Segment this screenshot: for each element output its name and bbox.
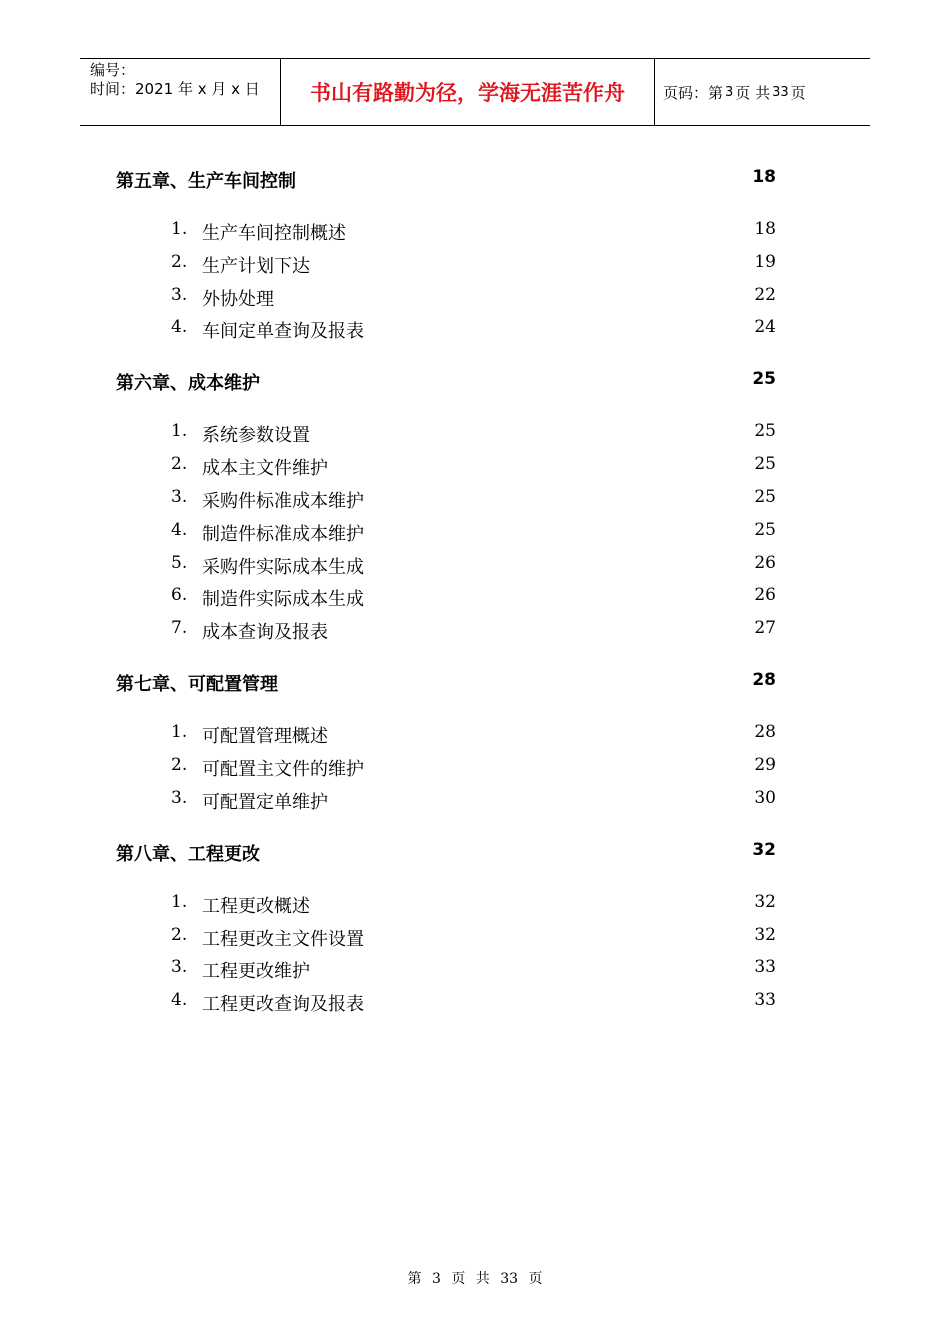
toc-item-number: 4.: [171, 317, 188, 337]
toc-page-number: 33: [754, 957, 776, 977]
toc-item-number: 4.: [171, 520, 188, 540]
toc-item-number: 3.: [171, 788, 188, 808]
toc-item-number: 2.: [171, 252, 188, 272]
toc-item-row[interactable]: [0, 317, 950, 341]
toc-item-number: 1.: [171, 892, 188, 912]
toc-item-title: 制造件实际成本生成: [202, 589, 364, 610]
toc-item-title: 外协处理: [202, 289, 274, 310]
toc-item-number: 3.: [171, 957, 188, 977]
footer-current: 3: [431, 1271, 441, 1287]
header-page-suffix: 页: [790, 83, 806, 102]
toc-page-number: 18: [752, 167, 776, 187]
page-footer: [0, 1268, 950, 1288]
toc-page-number: 25: [752, 369, 776, 389]
toc-chapter-row[interactable]: [0, 167, 950, 191]
toc-page-number: 19: [754, 252, 776, 272]
toc-item-row[interactable]: [0, 454, 950, 478]
toc-item-title: 系统参数设置: [202, 425, 310, 446]
toc-item-number: 2.: [171, 755, 188, 775]
toc-item-row[interactable]: [0, 520, 950, 544]
toc-item-title: 车间定单查询及报表: [202, 321, 364, 342]
toc-page-number: 18: [754, 219, 776, 239]
toc-item-row[interactable]: [0, 990, 950, 1014]
toc-item-row[interactable]: [0, 755, 950, 779]
toc-item-row[interactable]: [0, 219, 950, 243]
toc-item-number: 1.: [171, 722, 188, 742]
header-number-label: 编号：: [90, 61, 136, 79]
toc-item-title: 成本主文件维护: [202, 458, 328, 479]
footer-prefix: 第: [407, 1271, 422, 1287]
toc-item-title: 工程更改查询及报表: [202, 994, 364, 1015]
toc-item-title: 可配置管理概述: [202, 726, 328, 747]
toc-item-title: 生产计划下达: [202, 256, 310, 277]
toc-item-number: 1.: [171, 421, 188, 441]
header-page-mid: 页 共: [735, 83, 771, 102]
header-page-current: 3: [725, 84, 734, 100]
toc-item-row[interactable]: [0, 553, 950, 577]
toc-page-number: 25: [754, 487, 776, 507]
toc-page-number: 29: [754, 755, 776, 775]
toc-item-title: 采购件标准成本维护: [202, 491, 364, 512]
toc-page-number: 28: [752, 670, 776, 690]
toc-item-title: 可配置主文件的维护: [202, 759, 364, 780]
toc-item-title: 成本查询及报表: [202, 622, 328, 643]
toc-page-number: 26: [754, 585, 776, 605]
toc-chapter-row[interactable]: [0, 369, 950, 393]
toc-item-number: 2.: [171, 925, 188, 945]
toc-page-number: 25: [754, 454, 776, 474]
toc-item-title: 工程更改概述: [202, 896, 310, 917]
header-page-info: [655, 59, 870, 125]
toc-page-number: 25: [754, 421, 776, 441]
toc-page-number: 32: [754, 892, 776, 912]
toc-item-title: 工程更改主文件设置: [202, 929, 364, 950]
toc-item-title: 可配置定单维护: [202, 792, 328, 813]
toc-item-number: 3.: [171, 285, 188, 305]
toc-item-row[interactable]: [0, 618, 950, 642]
footer-total: 33: [500, 1271, 519, 1287]
toc-page-number: 26: [754, 553, 776, 573]
header-motto: 书山有路勤为径，学海无涯苦作舟: [281, 59, 655, 125]
toc-chapter-title: 第六章、成本维护: [116, 373, 260, 394]
header-page-prefix: 页码：第: [663, 83, 724, 102]
toc-page-number: 32: [754, 925, 776, 945]
toc-item-title: 工程更改维护: [202, 961, 310, 982]
toc-item-number: 6.: [171, 585, 188, 605]
footer-mid: 页: [451, 1271, 466, 1287]
toc-item-row[interactable]: [0, 252, 950, 276]
page-header: [80, 58, 870, 126]
toc-item-row[interactable]: [0, 285, 950, 309]
toc-chapter-title: 第五章、生产车间控制: [116, 171, 296, 192]
toc-chapter-title: 第七章、可配置管理: [116, 674, 278, 695]
toc-page-number: 24: [754, 317, 776, 337]
toc-item-number: 2.: [171, 454, 188, 474]
toc-item-row[interactable]: [0, 788, 950, 812]
toc-item-row[interactable]: [0, 585, 950, 609]
header-time-label: 时间：2021 年 x 月 x 日: [90, 80, 260, 98]
toc-item-row[interactable]: [0, 421, 950, 445]
footer-total-prefix: 共: [475, 1271, 490, 1287]
toc-page-number: 25: [754, 520, 776, 540]
toc-item-row[interactable]: [0, 722, 950, 746]
toc-chapter-row[interactable]: [0, 840, 950, 864]
toc-page-number: 32: [752, 840, 776, 860]
toc-item-row[interactable]: [0, 957, 950, 981]
toc-item-number: 5.: [171, 553, 188, 573]
toc-item-row[interactable]: [0, 892, 950, 916]
toc-item-number: 3.: [171, 487, 188, 507]
header-page-total: 33: [772, 84, 789, 100]
header-meta: [80, 59, 281, 125]
toc-page-number: 30: [754, 788, 776, 808]
toc-item-title: 生产车间控制概述: [202, 223, 346, 244]
toc-item-number: 4.: [171, 990, 188, 1010]
toc-chapter-title: 第八章、工程更改: [116, 844, 260, 865]
toc-item-number: 1.: [171, 219, 188, 239]
toc-page-number: 22: [754, 285, 776, 305]
footer-suffix: 页: [528, 1271, 543, 1287]
toc-chapter-row[interactable]: [0, 670, 950, 694]
toc-page-number: 28: [754, 722, 776, 742]
toc-item-title: 制造件标准成本维护: [202, 524, 364, 545]
toc-item-row[interactable]: [0, 487, 950, 511]
toc-item-title: 采购件实际成本生成: [202, 557, 364, 578]
toc-item-number: 7.: [171, 618, 188, 638]
toc-page-number: 33: [754, 990, 776, 1010]
toc-item-row[interactable]: [0, 925, 950, 949]
toc-page-number: 27: [754, 618, 776, 638]
